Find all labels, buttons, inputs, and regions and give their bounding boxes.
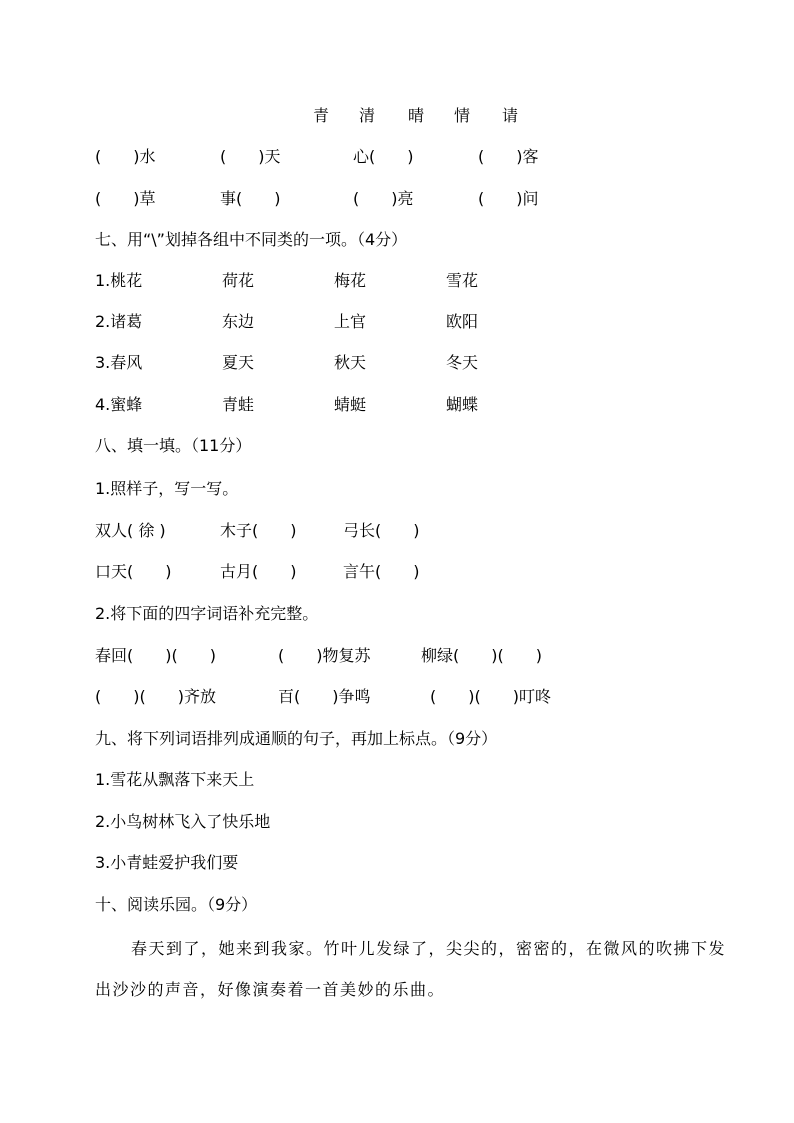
classify-item: 青蛙 [222,395,255,414]
classify-item: 4.蜜蜂 [95,395,143,414]
compose-item: 弓长( ) [343,521,420,540]
classify-item: 荷花 [222,271,255,290]
compose-item: 言午( ) [343,562,420,581]
classify-item: 3.春风 [95,353,143,372]
idiom-item: 柳绿( )( ) [421,646,542,665]
classify-item: 梅花 [334,271,367,290]
fill-blank-item: ( )亮 [353,189,414,208]
compose-item: 口天( ) [95,562,172,581]
section7-title: 七、用“\”划掉各组中不同类的一项。（4分） [95,230,408,249]
fill-blank-item: ( )天 [220,147,281,166]
classify-item: 雪花 [446,271,479,290]
classify-item: 蜻蜓 [334,395,367,414]
idiom-item: ( )( )叮咚 [430,687,551,706]
idiom-item: 春回( )( ) [95,646,216,665]
classify-item: 2.诸葛 [95,312,143,331]
idiom-item: 百( )争鸣 [278,687,371,706]
fill-blank-item: ( )草 [95,189,156,208]
classify-item: 秋天 [334,353,367,372]
char-item: 青 [313,106,330,125]
char-item: 清 [359,106,376,125]
section8-q2: 2.将下面的四字词语补充完整。 [95,604,319,623]
section10-title: 十、阅读乐园。（9分） [95,895,258,914]
char-item: 晴 [408,106,425,125]
classify-item: 夏天 [222,353,255,372]
compose-item: 古月( ) [220,562,297,581]
section9-title: 九、将下列词语排列成通顺的句子，再加上标点。（9分） [95,729,498,748]
fill-blank-item: ( )水 [95,147,156,166]
classify-item: 冬天 [446,353,479,372]
compose-item: 木子( ) [220,521,297,540]
reading-passage: 春天到了，她来到我家。竹叶儿发绿了，尖尖的，密密的，在微风的吹拂下发出沙沙的声音，好像演奏着一首美妙的乐曲。 [95,939,727,999]
classify-item: 1.桃花 [95,271,143,290]
fill-blank-item: 事( ) [220,189,281,208]
section8-q1: 1.照样子，写一写。 [95,479,239,498]
char-item: 情 [454,106,471,125]
sentence-item: 2.小鸟树林飞入了快乐地 [95,812,271,831]
idiom-item: ( )( )齐放 [95,687,216,706]
classify-item: 蝴蝶 [446,395,479,414]
classify-item: 上官 [334,312,367,331]
classify-item: 东边 [222,312,255,331]
sentence-item: 1.雪花从飘落下来天上 [95,770,255,789]
fill-blank-item: ( )问 [478,189,539,208]
fill-blank-item: 心( ) [353,147,414,166]
classify-item: 欧阳 [446,312,479,331]
char-item: 请 [502,106,519,125]
fill-blank-item: ( )客 [478,147,539,166]
idiom-item: ( )物复苏 [278,646,371,665]
sentence-item: 3.小青蛙爱护我们要 [95,853,239,872]
section8-title: 八、填一填。（11分） [95,436,252,455]
compose-item: 双人( 徐 ) [95,521,166,540]
